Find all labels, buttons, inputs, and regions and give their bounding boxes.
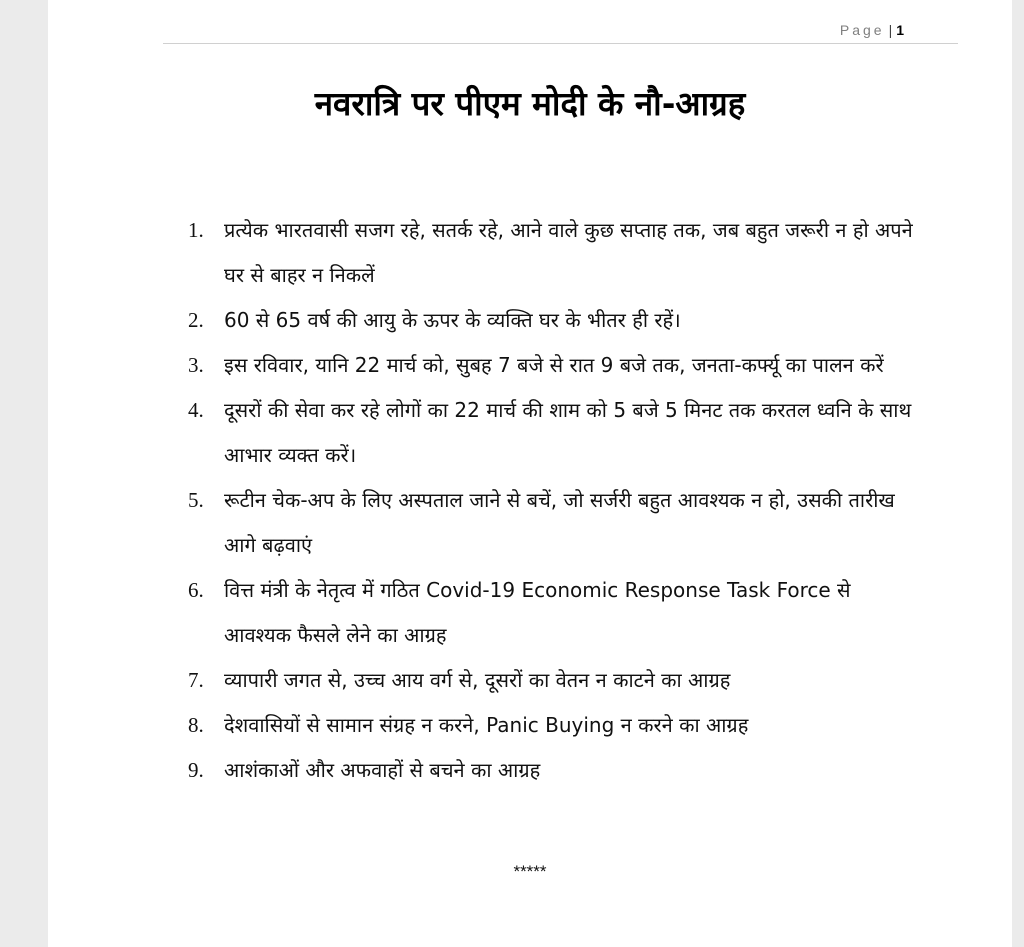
list-item — [188, 703, 918, 748]
list-item-number: 7. — [188, 668, 204, 692]
page-header — [840, 22, 904, 38]
document-title: नवरात्रि पर पीएम मोदी के नौ-आग्रह — [314, 84, 746, 123]
list-item — [188, 478, 918, 568]
document-page — [48, 0, 1012, 947]
list-item-text: दूसरों की सेवा कर रहे लोगों का 22 मार्च की शाम को 5 बजे 5 मिनट तक करतल ध्वनि के साथ आभार व्यक्त करें। — [224, 398, 912, 467]
list-item-text: रूटीन चेक-अप के लिए अस्पताल जाने से बचें, जो सर्जरी बहुत आवश्यक न हो, उसकी तारीख आगे बढ़वाएं — [224, 488, 895, 557]
page-number: 1 — [896, 22, 904, 38]
left-margin — [0, 0, 48, 947]
list-item-number: 8. — [188, 713, 204, 737]
list-item — [188, 388, 918, 478]
list-item-text: 60 से 65 वर्ष की आयु के ऊपर के व्यक्ति घर के भीतर ही रहें। — [224, 308, 681, 332]
list-item-text: व्यापारी जगत से, उच्च आय वर्ग से, दूसरों का वेतन न काटने का आग्रह — [224, 668, 731, 692]
list-item-number: 1. — [188, 218, 204, 242]
list-item — [188, 568, 918, 658]
list-item-text: प्रत्येक भारतवासी सजग रहे, सतर्क रहे, आने वाले कुछ सप्ताह तक, जब बहुत जरूरी न हो अपने घर से बाहर न निकलें — [224, 218, 913, 287]
list-item-number: 3. — [188, 353, 204, 377]
list-item-number: 5. — [188, 488, 204, 512]
header-rule — [163, 43, 958, 44]
page-separator: | — [888, 22, 893, 38]
list-item-text: आशंकाओं और अफवाहों से बचने का आग्रह — [224, 758, 541, 782]
numbered-list — [188, 208, 918, 793]
list-item-text: इस रविवार, यानि 22 मार्च को, सुबह 7 बजे से रात 9 बजे तक, जनता-कर्फ्यू का पालन करें — [224, 353, 884, 377]
list-item — [188, 343, 918, 388]
footer-asterisks: ***** — [513, 862, 547, 881]
list-item-number: 4. — [188, 398, 204, 422]
list-item — [188, 748, 918, 793]
list-item-text: वित्त मंत्री के नेतृत्व में गठित Covid-19 Economic Response Task Force से आवश्यक फैसले लेने का आग्रह — [224, 578, 851, 647]
list-item — [188, 208, 918, 298]
list-item — [188, 658, 918, 703]
list-item-number: 2. — [188, 308, 204, 332]
list-item-text: देशवासियों से सामान संग्रह न करने, Panic Buying न करने का आग्रह — [224, 713, 749, 737]
list-item-number: 6. — [188, 578, 204, 602]
list-item — [188, 298, 918, 343]
right-margin — [1012, 0, 1024, 947]
page-word: Page — [839, 22, 885, 38]
list-item-number: 9. — [188, 758, 204, 782]
